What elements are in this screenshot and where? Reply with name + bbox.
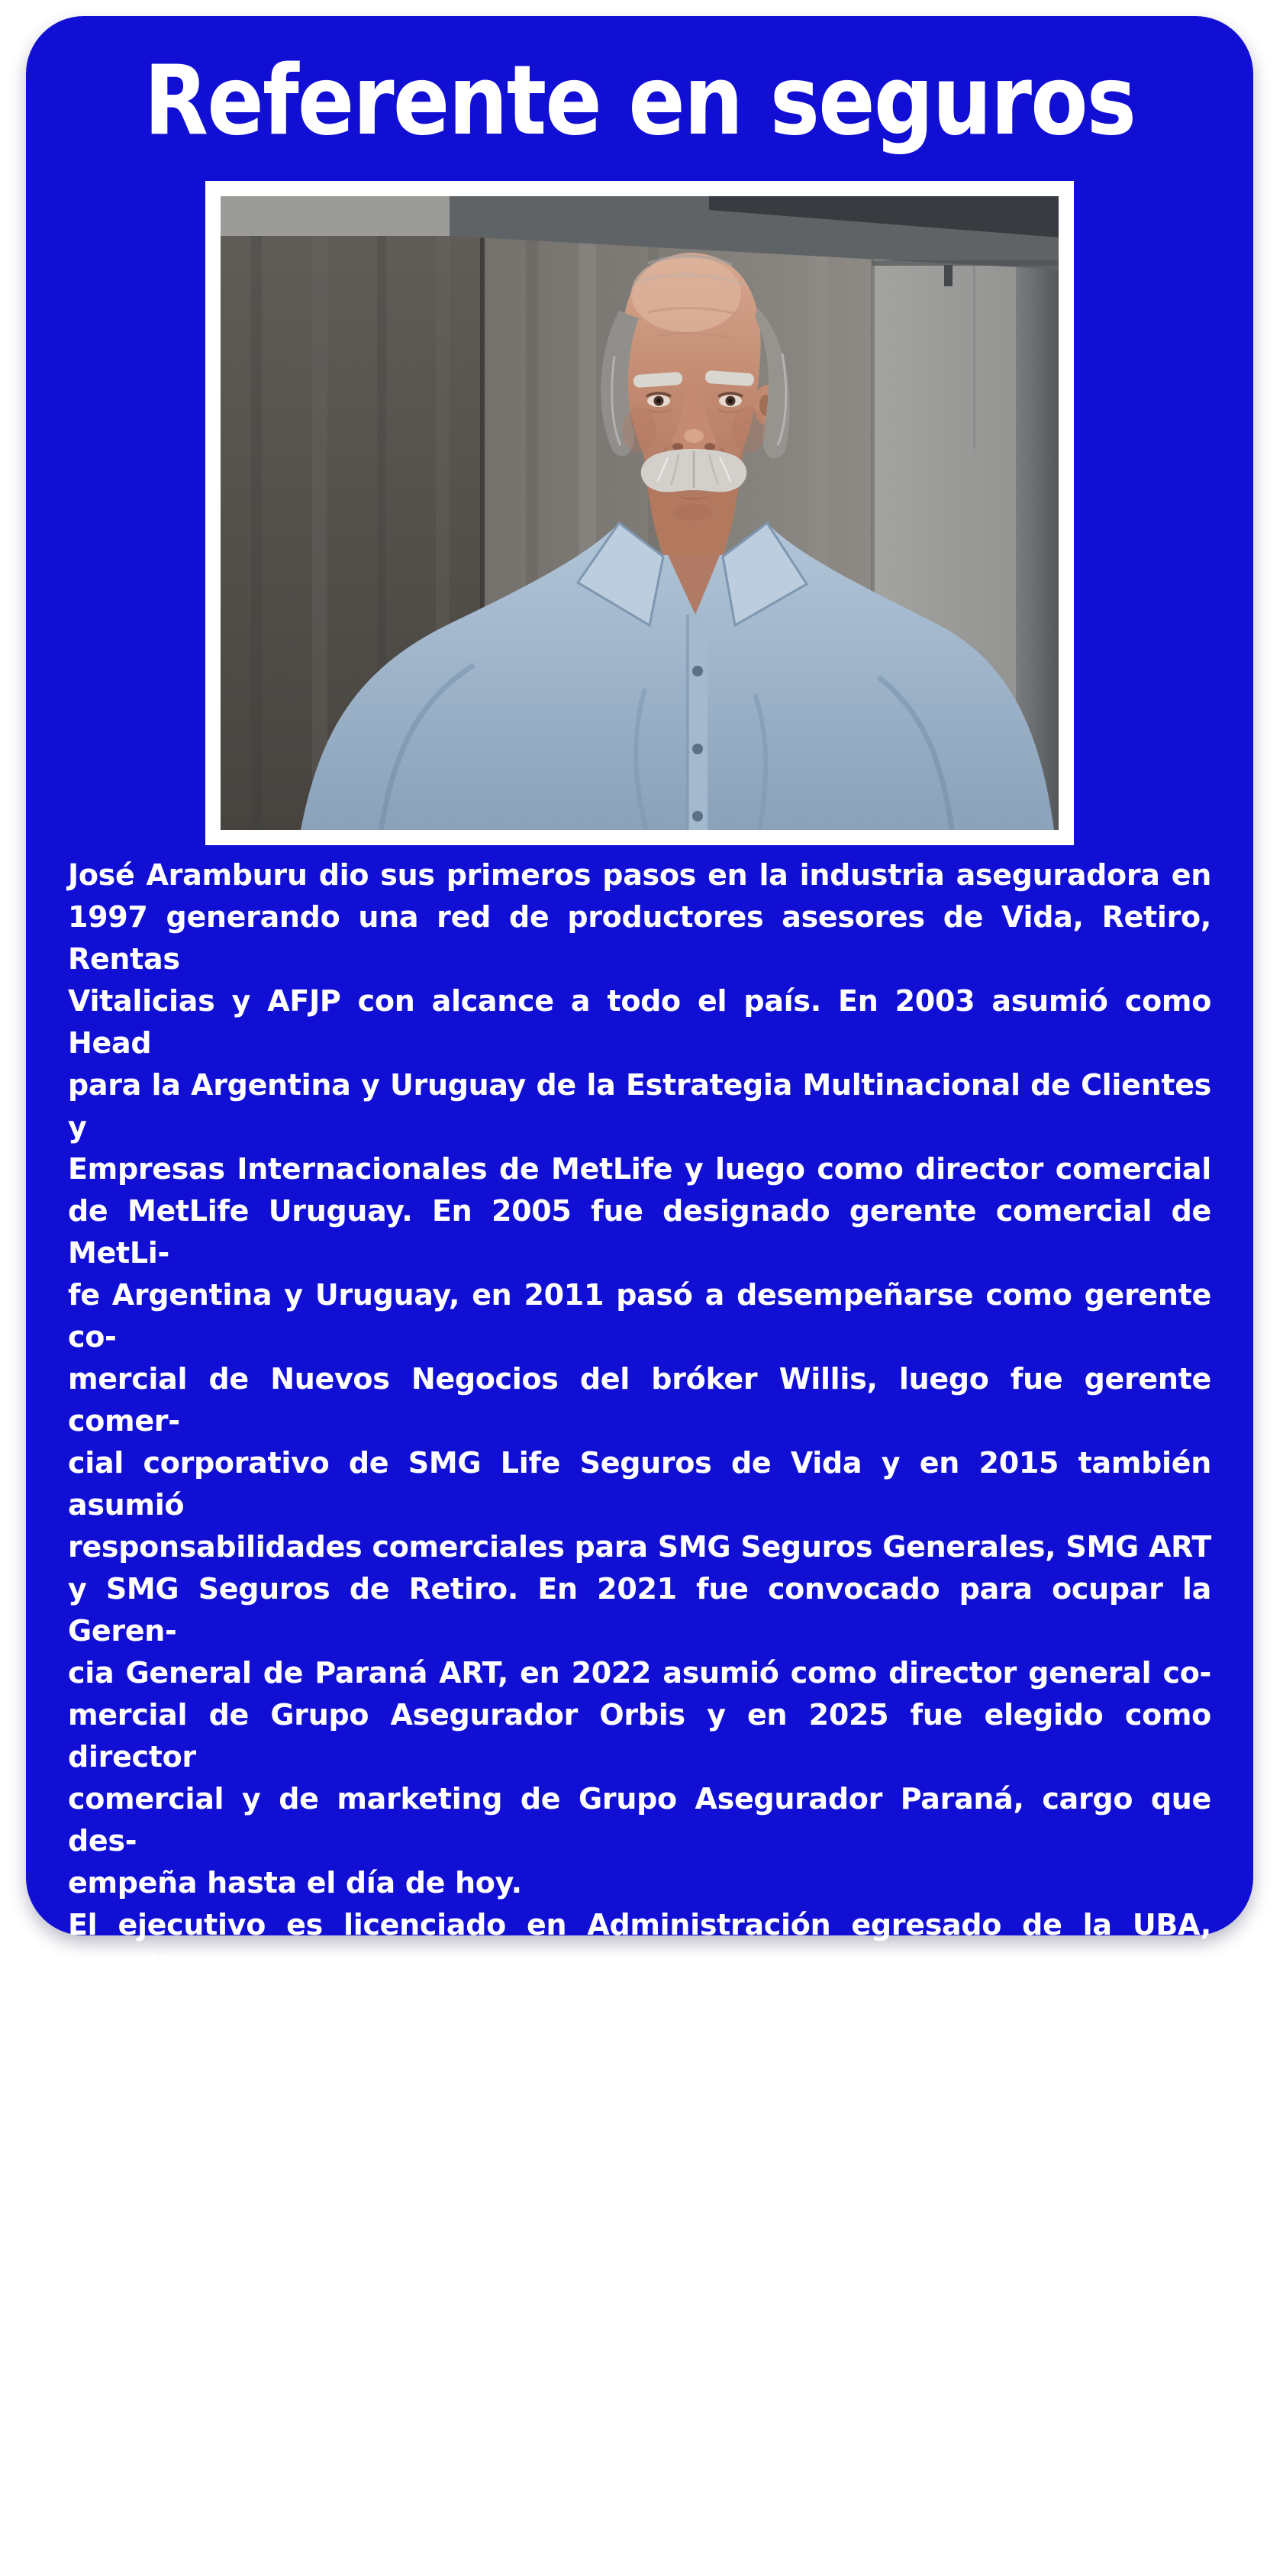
bio-line: responsabilidades comerciales para SMG Seguros Generales, SMG ART [68, 1530, 1211, 1564]
bio-line: comercial a nivel global otorgada por la votación de todos los ejecutivos [68, 2454, 1211, 2529]
bio-line: Empresas Internacionales de MetLife y luego como director comercial [68, 1152, 1211, 1186]
bio-line: fe Argentina y Uruguay, en 2011 pasó a desempeñarse como gerente co- [68, 1278, 1211, 1354]
bio-line: en Finanzas y Dirección Financiera de la EUDE (España), un MBA Empre- [68, 2076, 1211, 2152]
bio-line: para la Argentina y Uruguay de la Estrategia Multinacional de Clientes y [68, 1068, 1211, 1144]
bio-line: cia General de Paraná ART, en 2022 asumió como director general co- [68, 1656, 1211, 1690]
bio-line: Internacional HO y una medalla de oro por mejor gestión estratégica y [68, 2412, 1211, 2445]
bio-line: mejor cumplimiento de objetivos a nivel mundial otorgado por MetLife [68, 2370, 1211, 2403]
bio-line: de MetLife Uruguay. En 2005 fue designado gerente comercial de MetLi- [68, 1194, 1211, 1270]
bio-line: José Aramburu dio sus primeros pasos en la industria aseguradora en [68, 858, 1211, 892]
bio-line: empeña hasta el día de hoy. [68, 1866, 522, 1900]
bio-line: y SMG Seguros de Retiro. En 2021 fue convocado para ocupar la Geren- [68, 1572, 1211, 1648]
bio-line: mercial de Nuevos Negocios del bróker Willis, luego fue gerente comer- [68, 1362, 1211, 1438]
profile-card [26, 16, 1253, 2571]
bio-line: 1997 generando una red de productores asesores de Vida, Retiro, Rentas [68, 900, 1211, 976]
bio-line: Vitalicias y AFJP con alcance a todo el país. En 2003 asumió como Head [68, 984, 1211, 1060]
bio-line: cial corporativo de SMG Life Seguros de Vida y en 2015 también asumió [68, 1446, 1211, 1522]
bio-line: ta un Master en Seguros y Risk Management de la EALDE (España), otro [68, 1992, 1211, 2068]
bio-line: mercial de Grupo Asegurador Orbis y en 2025 fue elegido como director [68, 1698, 1211, 1774]
bio-line: A lo largo de su carrera, recibió dos veces el premio ‘Top Manager’ por [68, 2286, 1211, 2361]
bio-line: sarial de la EUDE y un MBA Essentials de la London School of Economics [68, 2160, 1211, 2235]
portrait-photo [221, 196, 1059, 830]
bio-line: El ejecutivo es licenciado en Administración egresado de la UBA, acredi- [68, 1908, 1211, 1984]
portrait-frame [205, 181, 1074, 845]
bio-line: comercial y de marketing de Grupo Asegurador Paraná, cargo que des- [68, 1782, 1211, 1858]
page-title: Referente en seguros [143, 44, 1136, 157]
bio-text [68, 854, 1211, 2576]
bio-line: del Pool Hancock a escala mundial. [68, 2538, 636, 2571]
bio-line: & Political Science. [68, 2244, 377, 2277]
